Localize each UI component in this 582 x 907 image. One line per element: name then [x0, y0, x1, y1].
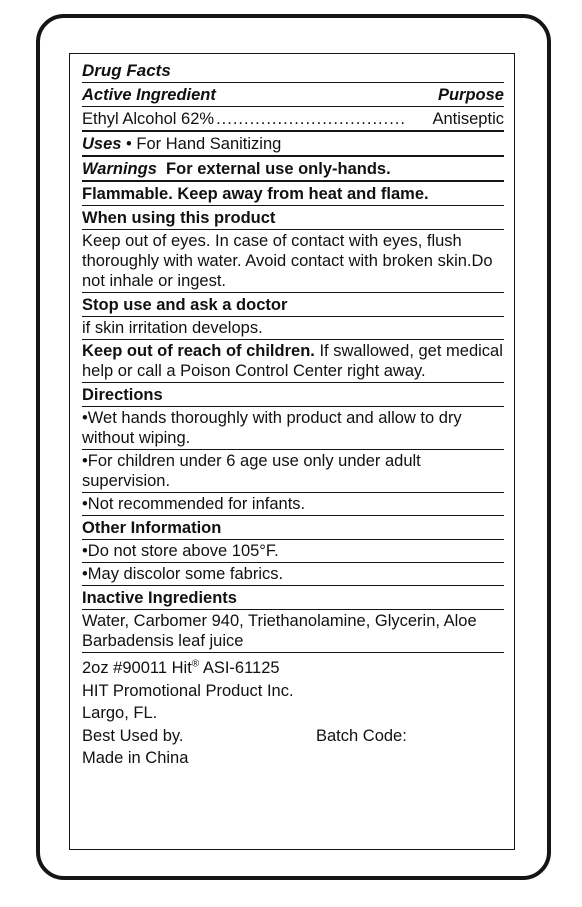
company-name: HIT Promotional Product Inc.: [82, 681, 294, 700]
keep-out-of-reach: [82, 340, 504, 383]
when-using-text: Keep out of eyes. In case of contact with eyes, flush thoroughly with water. Avoid contact with broken skin.Do not inhale or ingest.: [82, 230, 504, 293]
stop-use-header: Stop use and ask a doctor: [82, 293, 504, 317]
drug-facts-title: Drug Facts: [82, 58, 504, 83]
keep-out-text: If swallowed, get medical help or call a Poison Control Center right away.: [82, 342, 503, 380]
warnings-text: For external use only-hands.: [166, 160, 391, 178]
direction-item: •Not recommended for infants.: [82, 493, 504, 516]
inactive-ingredients-text: Water, Carbomer 940, Triethanolamine, Glycerin, Aloe Barbadensis leaf juice: [82, 610, 504, 653]
keep-out-bold: Keep out of reach of children.: [82, 342, 315, 360]
when-using-header: When using this product: [82, 206, 504, 230]
purpose-header: Purpose: [437, 86, 504, 104]
product-code-suffix: ASI-61125: [199, 659, 280, 677]
company-location: Largo, FL.: [82, 704, 158, 722]
other-info-item: •May discolor some fabrics.: [82, 563, 504, 586]
best-used-by: Best Used by.: [82, 726, 184, 745]
direction-item: •Wet hands thoroughly with product and allow to dry without wiping.: [82, 407, 504, 450]
inactive-ingredients-header: Inactive Ingredients: [82, 586, 504, 610]
batch-code: Batch Code:: [316, 726, 407, 745]
uses-label: Uses: [82, 135, 122, 153]
other-info-header: Other Information: [82, 516, 504, 540]
warnings-label: Warnings: [82, 160, 157, 178]
label-footer: [82, 653, 504, 770]
product-code-prefix: 2oz #90011 Hit: [82, 659, 192, 677]
uses-text: • For Hand Sanitizing: [121, 135, 282, 153]
ingredient-purpose: Antiseptic: [432, 110, 504, 128]
registered-mark: ®: [191, 658, 200, 670]
dates-row: [82, 725, 504, 748]
active-ingredient-header-row: [82, 83, 504, 107]
ingredient-name: Ethyl Alcohol 62%: [82, 110, 215, 128]
drug-facts-content: [82, 58, 504, 770]
active-ingredient-header: Active Ingredient: [82, 86, 216, 104]
country-of-origin: Made in China: [82, 749, 189, 767]
product-code: [82, 657, 504, 680]
other-info-item: •Do not store above 105°F.: [82, 540, 504, 563]
directions-header: Directions: [82, 383, 504, 407]
stop-use-text: if skin irritation develops.: [82, 317, 504, 340]
uses-row: [82, 132, 504, 157]
warnings-row: [82, 157, 504, 182]
direction-item: •For children under 6 age use only under adult supervision.: [82, 450, 504, 493]
ingredient-row: [82, 107, 504, 132]
flammable-warning: Flammable. Keep away from heat and flame.: [82, 182, 504, 206]
ingredient-dots: ..................................: [216, 110, 406, 128]
